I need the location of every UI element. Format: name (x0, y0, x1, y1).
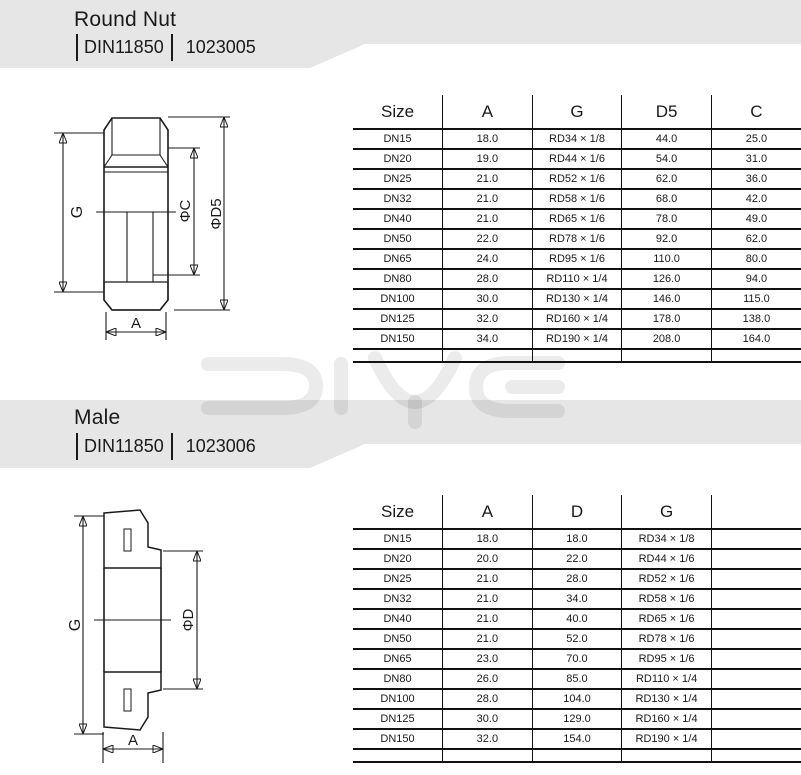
column-header: A (443, 95, 533, 129)
separator-bar (76, 433, 78, 460)
table-cell: RD110 × 1/4 (622, 669, 712, 689)
table-cell: 68.0 (622, 189, 712, 209)
header-row (353, 95, 801, 129)
column-header: D5 (622, 95, 712, 129)
article-code: 1023006 (185, 436, 256, 456)
spec-table (353, 95, 801, 363)
table-row (353, 289, 801, 309)
table-cell: DN50 (353, 629, 443, 649)
table-cell: RD65 × 1/6 (622, 609, 712, 629)
table-cell: 104.0 (532, 689, 622, 709)
table-cell (711, 629, 801, 649)
table-cell (711, 709, 801, 729)
section-hatch (104, 282, 168, 310)
table-cell: 21.0 (443, 629, 533, 649)
column-header: Size (381, 101, 415, 121)
table-cell (711, 669, 801, 689)
table-cell: 78.0 (622, 209, 712, 229)
table-row (353, 149, 801, 169)
column-header: G (532, 95, 622, 129)
table-row (353, 169, 801, 189)
table-cell: RD44 × 1/6 (532, 149, 622, 169)
table-cell: 28.0 (443, 689, 533, 709)
dim-label-a: A (130, 315, 142, 332)
dim-label-g: G (67, 618, 84, 632)
round-nut-spec-table (353, 95, 801, 363)
table-cell: RD52 × 1/6 (622, 569, 712, 589)
table-cell: RD52 × 1/6 (532, 169, 622, 189)
table-cell: DN65 (353, 649, 443, 669)
separator-bar (171, 433, 173, 460)
separator-bar (76, 34, 78, 61)
watermark-letter-d (208, 364, 316, 408)
table-cell: 23.0 (443, 649, 533, 669)
table-row (353, 669, 801, 689)
table-cell: RD78 × 1/6 (532, 229, 622, 249)
table-cell: 32.0 (443, 729, 533, 749)
table-cell: RD160 × 1/4 (532, 309, 622, 329)
header-row (353, 495, 801, 529)
table-cell (711, 749, 801, 762)
male-drawing (30, 495, 320, 767)
article-code: 1023005 (185, 37, 256, 57)
column-header (711, 495, 801, 529)
section-subtitle-male (76, 433, 256, 460)
table-cell: RD190 × 1/4 (532, 329, 622, 349)
table-cell: DN80 (353, 269, 443, 289)
table-cell: DN25 (353, 569, 443, 589)
table-cell: 30.0 (443, 709, 533, 729)
table-cell: 21.0 (443, 169, 533, 189)
table-cell: RD110 × 1/4 (532, 269, 622, 289)
table-cell: RD95 × 1/6 (622, 649, 712, 669)
table-cell: 21.0 (443, 609, 533, 629)
table-cell (622, 349, 712, 362)
table-cell: 49.0 (711, 209, 801, 229)
table-cell: DN15 (353, 529, 443, 549)
table-cell (711, 589, 801, 609)
table-cell: DN100 (353, 689, 443, 709)
table-cell (443, 349, 533, 362)
table-row (353, 229, 801, 249)
table-row (353, 269, 801, 289)
column-header: Size (381, 501, 415, 521)
table-cell: 31.0 (711, 149, 801, 169)
spec-table (353, 495, 801, 763)
table-cell: RD34 × 1/8 (532, 129, 622, 149)
section-subtitle-round-nut (76, 34, 256, 61)
table-cell: DN25 (353, 169, 443, 189)
dim-label-c: ΦC (177, 199, 194, 223)
table-cell: DN40 (353, 209, 443, 229)
table-row (353, 329, 801, 349)
table-cell: 129.0 (532, 709, 622, 729)
table-row (353, 729, 801, 749)
table-cell: 164.0 (711, 329, 801, 349)
table-cell (532, 349, 622, 362)
table-cell: RD58 × 1/6 (532, 189, 622, 209)
column-header: D (532, 495, 622, 529)
column-header: G (622, 495, 712, 529)
table-cell: 80.0 (711, 249, 801, 269)
table-cell: 110.0 (622, 249, 712, 269)
table-cell: 20.0 (443, 549, 533, 569)
table-cell: RD130 × 1/4 (532, 289, 622, 309)
table-cell: DN65 (353, 249, 443, 269)
table-cell: 115.0 (711, 289, 801, 309)
empty-row (353, 349, 801, 362)
separator-bar (171, 34, 173, 61)
table-cell: 21.0 (443, 189, 533, 209)
dim-label-a: A (127, 732, 139, 749)
thread-relief-slot (124, 689, 131, 711)
table-cell (711, 569, 801, 589)
table-row (353, 629, 801, 649)
table-cell (353, 749, 443, 762)
table-row (353, 569, 801, 589)
standard-label: DIN11850 (84, 37, 164, 57)
table-cell: 36.0 (711, 169, 801, 189)
table-cell (711, 649, 801, 669)
table-cell: 18.0 (443, 129, 533, 149)
thread-relief-slot (124, 529, 131, 551)
table-cell: 22.0 (532, 549, 622, 569)
empty-row (353, 749, 801, 762)
table-cell: 25.0 (711, 129, 801, 149)
table-row (353, 209, 801, 229)
table-cell (622, 749, 712, 762)
table-cell: 21.0 (443, 569, 533, 589)
table-cell: DN32 (353, 589, 443, 609)
top-flange-hatch (104, 510, 161, 568)
table-cell (711, 609, 801, 629)
table-cell: RD130 × 1/4 (622, 689, 712, 709)
round-nut-drawing (40, 100, 320, 350)
standard-label: DIN11850 (84, 436, 164, 456)
table-cell: DN150 (353, 729, 443, 749)
dim-label-d: ΦD (180, 608, 197, 632)
table-cell (711, 549, 801, 569)
table-cell: 18.0 (443, 529, 533, 549)
table-cell: RD78 × 1/6 (622, 629, 712, 649)
table-cell (711, 729, 801, 749)
table-cell: RD58 × 1/6 (622, 589, 712, 609)
table-cell: 28.0 (532, 569, 622, 589)
table-cell: RD65 × 1/6 (532, 209, 622, 229)
table-cell: DN20 (353, 549, 443, 569)
table-cell: 154.0 (532, 729, 622, 749)
table-cell: 85.0 (532, 669, 622, 689)
table-cell: 62.0 (622, 169, 712, 189)
table-row (353, 589, 801, 609)
table-cell: 28.0 (443, 269, 533, 289)
table-cell: 22.0 (443, 229, 533, 249)
table-cell (532, 749, 622, 762)
table-cell: 32.0 (443, 309, 533, 329)
table-cell: 92.0 (622, 229, 712, 249)
table-cell: 94.0 (711, 269, 801, 289)
section-title-round-nut: Round Nut (74, 8, 177, 31)
table-cell: RD44 × 1/6 (622, 549, 712, 569)
table-cell: 30.0 (443, 289, 533, 309)
nut-outline (104, 118, 168, 310)
table-cell: 18.0 (532, 529, 622, 549)
table-row (353, 609, 801, 629)
table-row (353, 689, 801, 709)
table-cell: 21.0 (443, 589, 533, 609)
table-row (353, 709, 801, 729)
table-cell: DN40 (353, 609, 443, 629)
table-cell: 52.0 (532, 629, 622, 649)
table-cell: DN32 (353, 189, 443, 209)
dim-label-g: G (69, 205, 86, 219)
table-row (353, 129, 801, 149)
table-cell: 34.0 (532, 589, 622, 609)
table-cell: RD160 × 1/4 (622, 709, 712, 729)
table-cell: DN125 (353, 309, 443, 329)
table-row (353, 309, 801, 329)
table-cell: 178.0 (622, 309, 712, 329)
table-row (353, 189, 801, 209)
table-row (353, 649, 801, 669)
dim-label-d5: ΦD5 (208, 198, 225, 230)
table-cell: DN50 (353, 229, 443, 249)
table-cell: 208.0 (622, 329, 712, 349)
table-cell (711, 349, 801, 362)
column-header: C (711, 95, 801, 129)
table-cell: 24.0 (443, 249, 533, 269)
table-cell: RD190 × 1/4 (622, 729, 712, 749)
table-cell (353, 349, 443, 362)
table-cell: 40.0 (532, 609, 622, 629)
table-cell: DN150 (353, 329, 443, 349)
section-title-male: Male (74, 406, 121, 429)
table-cell: 126.0 (622, 269, 712, 289)
table-cell: 19.0 (443, 149, 533, 169)
table-cell: RD95 × 1/6 (532, 249, 622, 269)
column-header: A (443, 495, 533, 529)
table-cell: DN80 (353, 669, 443, 689)
bottom-flange-hatch (104, 672, 161, 730)
table-cell: 42.0 (711, 189, 801, 209)
table-row (353, 249, 801, 269)
table-cell: 146.0 (622, 289, 712, 309)
table-cell: 70.0 (532, 649, 622, 669)
table-cell (711, 529, 801, 549)
male-spec-table (353, 495, 801, 763)
table-cell: 62.0 (711, 229, 801, 249)
table-cell: 44.0 (622, 129, 712, 149)
table-cell: DN100 (353, 289, 443, 309)
table-cell (443, 749, 533, 762)
table-cell: 34.0 (443, 329, 533, 349)
table-cell: RD34 × 1/8 (622, 529, 712, 549)
table-cell: DN15 (353, 129, 443, 149)
table-cell: DN125 (353, 709, 443, 729)
table-cell: 21.0 (443, 209, 533, 229)
table-cell (711, 689, 801, 709)
table-cell: 54.0 (622, 149, 712, 169)
table-row (353, 529, 801, 549)
table-cell: 26.0 (443, 669, 533, 689)
table-cell: DN20 (353, 149, 443, 169)
table-row (353, 549, 801, 569)
table-cell: 138.0 (711, 309, 801, 329)
